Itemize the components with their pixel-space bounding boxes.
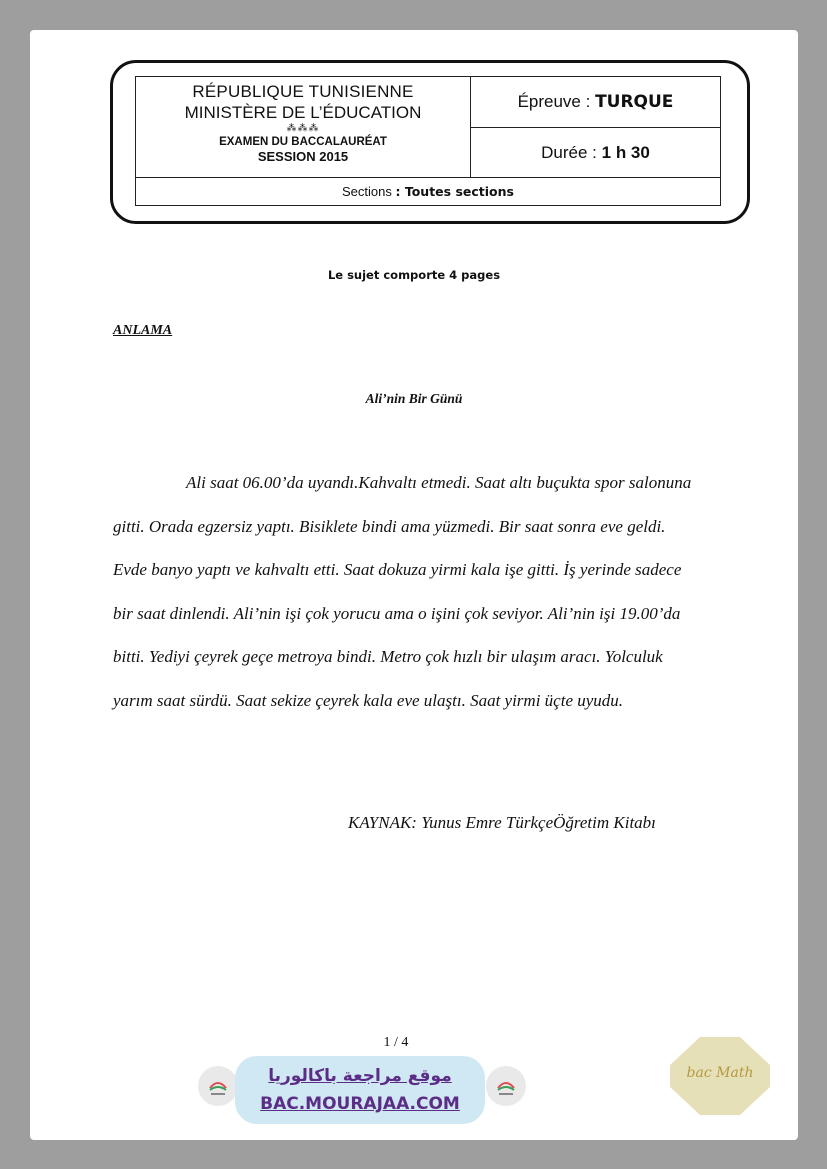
- reading-paragraph: [113, 461, 741, 722]
- site-banner-link[interactable]: [235, 1056, 485, 1124]
- duree-value: 1 h 30: [601, 143, 650, 162]
- duree-label: Durée :: [541, 143, 602, 162]
- sections-cell: [136, 178, 720, 205]
- header-table: [135, 76, 721, 206]
- stars-separator: ⁂⁂⁂: [286, 123, 320, 134]
- banner-arabic-text[interactable]: موقع مراجعة باكالوريا: [268, 1066, 452, 1086]
- sections-label: Sections: [342, 184, 396, 199]
- paragraph-line: Ali saat 06.00’da uyandı.Kahvaltı etmedi. Saat altı buçukta spor salonuna: [186, 473, 692, 492]
- duree-cell: [471, 128, 720, 177]
- watermark-text: bac Math: [686, 1065, 754, 1081]
- bacmath-watermark: [670, 1037, 770, 1115]
- document-page: [30, 30, 798, 1140]
- paragraph-line: yarım saat sürdü. Saat sekize çeyrek kala eve ulaştı. Saat yirmi üçte uyudu.: [113, 690, 624, 710]
- paragraph-line: Evde banyo yaptı ve kahvaltı etti. Saat dokuza yirmi kala işe gitti. İş yerinde sadece: [113, 560, 682, 579]
- site-logo-icon: [198, 1066, 238, 1106]
- text-title: Ali’nin Bir Günü: [365, 391, 463, 406]
- source-citation: KAYNAK: Yunus Emre TürkçeÖğretim Kitabı: [348, 813, 656, 832]
- epreuve-value: TURQUE: [595, 92, 674, 112]
- paragraph-line: bitti. Yediyi çeyrek geçe metroya bindi. Metro çok hızlı bir ulaşım aracı. Yolculuk: [113, 647, 663, 666]
- pages-note: Le sujet comporte 4 pages: [327, 268, 501, 282]
- paragraph-line: gitti. Orada egzersiz yaptı. Bisiklete bindi ama yüzmedi. Bir saat sonra eve geldi.: [113, 516, 666, 536]
- page-number: 1 / 4: [383, 1035, 409, 1050]
- epreuve-cell: [471, 77, 720, 127]
- epreuve-label: Épreuve :: [517, 92, 596, 111]
- ministry-title: MINISTÈRE DE L’ÉDUCATION: [184, 103, 422, 122]
- banner-url-text[interactable]: BAC.MOURAJAA.COM: [260, 1094, 460, 1114]
- paragraph-line: bir saat dinlendi. Ali’nin işi çok yorucu ama o işini çok seviyor. Ali’nin işi 19.00’da: [113, 603, 681, 623]
- section-title: ANLAMA: [113, 323, 173, 338]
- exam-title: EXAMEN DU BACCALAURÉAT: [219, 136, 387, 148]
- site-logo-icon: [486, 1066, 526, 1106]
- session-title: SESSION 2015: [257, 149, 349, 164]
- sections-value: : Toutes sections: [395, 184, 514, 199]
- header-ministry-block: [136, 77, 470, 177]
- republic-title: RÉPUBLIQUE TUNISIENNE: [192, 82, 414, 101]
